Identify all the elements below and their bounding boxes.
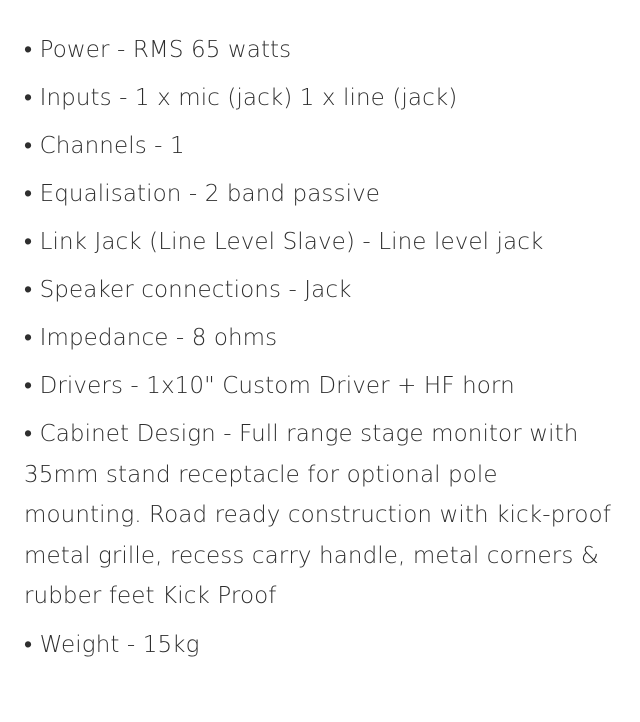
spec-speaker-connections: • Speaker connections - Jack [24,277,352,303]
spec-power: • Power - RMS 65 watts [24,37,292,63]
spec-impedance: • Impedance - 8 ohms [24,325,278,351]
spec-cabinet-design: • Cabinet Design - Full range stage monitor with 35mm stand receptacle for optional pole mounting. Road ready construction with kick-proof metal grille, recess carry handle, metal corners & rubber feet Kick Proof [24,421,611,609]
spec-link-jack: • Link Jack (Line Level Slave) - Line level jack [24,229,544,255]
spec-drivers: • Drivers - 1x10" Custom Driver + HF horn [24,373,515,399]
spec-list [24,30,616,673]
spec-inputs: • Inputs - 1 x mic (jack) 1 x line (jack) [24,85,458,111]
spec-channels: • Channels - 1 [24,133,185,159]
spec-weight: • Weight - 15kg [24,631,200,658]
spec-equalisation: • Equalisation - 2 band passive [24,181,381,207]
